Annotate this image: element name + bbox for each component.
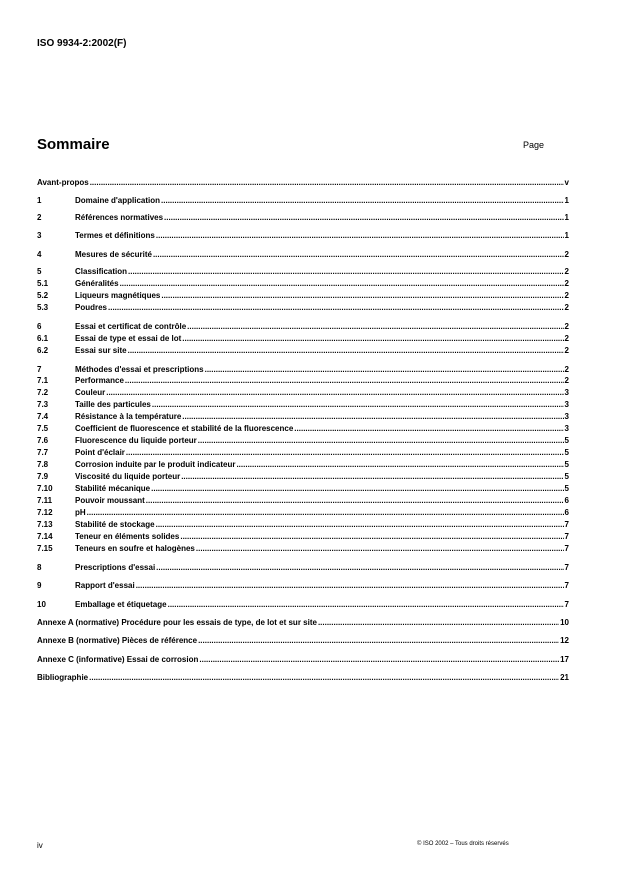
toc-entry-number: 5 [37, 267, 42, 276]
toc-entry[interactable] [37, 249, 569, 260]
toc-entry-number: 7.7 [37, 448, 49, 457]
toc-entry-number: 7.12 [37, 508, 53, 517]
toc-entry-page: 7 [564, 544, 569, 553]
toc-entry-page: 2 [564, 267, 569, 276]
dot-leader [182, 411, 563, 422]
dot-leader [182, 333, 563, 344]
toc-entry-number: 5.1 [37, 279, 49, 288]
toc-entry-page: 2 [564, 376, 569, 385]
dot-leader [199, 654, 559, 665]
toc-entry-title: Point d'éclair [75, 448, 125, 457]
toc-entry-number: 6.1 [37, 334, 49, 343]
page-number: iv [37, 841, 43, 850]
dot-leader [164, 212, 564, 223]
dot-leader [318, 617, 559, 628]
toc-entry-number: 7.6 [37, 436, 49, 445]
toc-entry-number: 7.3 [37, 400, 49, 409]
toc-entry[interactable] [37, 507, 569, 518]
dot-leader [205, 364, 564, 375]
toc-entry[interactable] [37, 562, 569, 573]
toc-entry-page: 2 [564, 322, 569, 331]
toc-entry-page: 1 [564, 213, 569, 222]
toc-entry-title: Couleur [75, 388, 106, 397]
toc-entry-number: 4 [37, 250, 42, 259]
toc-entry-title: Prescriptions d'essai [75, 563, 156, 572]
dot-leader [125, 375, 564, 386]
toc-entry-title: Classification [75, 267, 128, 276]
toc-entry[interactable] [37, 195, 569, 206]
toc-entry[interactable] [37, 302, 569, 313]
toc-entry-title: Essai et certificat de contrôle [75, 322, 187, 331]
toc-entry-page: 3 [564, 412, 569, 421]
dot-leader [161, 290, 563, 301]
toc-entry-number: 8 [37, 563, 42, 572]
toc-entry-page: 7 [564, 581, 569, 590]
toc-entry[interactable] [37, 266, 569, 277]
toc-entry[interactable] [37, 599, 569, 610]
dot-leader [108, 302, 564, 313]
toc-entry-number: 7.15 [37, 544, 53, 553]
toc-entry[interactable] [37, 321, 569, 332]
toc-entry[interactable] [37, 495, 569, 506]
toc-entry[interactable] [37, 447, 569, 458]
toc-entry[interactable] [37, 459, 569, 470]
dot-leader [181, 471, 563, 482]
toc-entry-number: 7.10 [37, 484, 53, 493]
dot-leader [151, 483, 563, 494]
toc-entry-title: Stabilité mécanique [75, 484, 151, 493]
toc-entry-number: 6.2 [37, 346, 49, 355]
dot-leader [196, 543, 564, 554]
toc-entry-page: 6 [564, 496, 569, 505]
toc-entry-number: 2 [37, 213, 42, 222]
toc-entry-page: 3 [564, 388, 569, 397]
toc-entry[interactable] [37, 399, 569, 410]
page-column-label: Page [523, 140, 545, 150]
toc-entry[interactable] [37, 423, 569, 434]
dot-leader [126, 447, 564, 458]
dot-leader [90, 177, 564, 188]
dot-leader [136, 580, 564, 591]
toc-entry[interactable] [37, 519, 569, 530]
dot-leader [156, 519, 564, 530]
toc-entry-page: 2 [564, 279, 569, 288]
dot-leader [128, 266, 564, 277]
toc-entry-title: Annexe C (informative) Essai de corrosion [37, 655, 199, 664]
dot-leader [198, 635, 559, 646]
toc-entry-page: 7 [564, 520, 569, 529]
toc-entry-title: Références normatives [75, 213, 164, 222]
toc-entry[interactable] [37, 672, 569, 683]
toc-entry[interactable] [37, 654, 569, 665]
toc-entry[interactable] [37, 345, 569, 356]
toc-entry-page: v [564, 178, 569, 187]
dot-leader [180, 531, 563, 542]
toc-entry-title: Coefficient de fluorescence et stabilité de la fluorescence [75, 424, 294, 433]
toc-entry-title: Pouvoir moussant [75, 496, 145, 505]
toc-entry-page: 17 [560, 655, 569, 664]
toc-entry-title: Rapport d'essai [75, 581, 135, 590]
toc-entry-number: 9 [37, 581, 42, 590]
toc-entry-number: 7.11 [37, 496, 53, 505]
toc-entry-number: 7.8 [37, 460, 49, 469]
dot-leader [120, 278, 564, 289]
toc-entry-number: 7.4 [37, 412, 49, 421]
dot-leader [198, 435, 564, 446]
toc-entry-title: Généralités [75, 279, 119, 288]
toc-entry[interactable] [37, 387, 569, 398]
toc-entry[interactable] [37, 411, 569, 422]
dot-leader [128, 345, 564, 356]
toc-entry-number: 10 [37, 600, 46, 609]
dot-leader [236, 459, 563, 470]
toc-entry-page: 5 [564, 436, 569, 445]
toc-entry-title: Viscosité du liquide porteur [75, 472, 181, 481]
toc-entry-page: 5 [564, 484, 569, 493]
toc-entry-title: Mesures de sécurité [75, 250, 152, 259]
dot-leader [187, 321, 563, 332]
toc-entry-page: 5 [564, 448, 569, 457]
toc-entry-title: Essai de type et essai de lot [75, 334, 182, 343]
toc-entry-title: Taille des particules [75, 400, 151, 409]
toc-entry-title: Stabilité de stockage [75, 520, 155, 529]
toc-entry-title: Corrosion induite par le produit indicateur [75, 460, 236, 469]
toc-entry-page: 21 [560, 673, 569, 682]
toc-entry-page: 5 [564, 472, 569, 481]
dot-leader [106, 387, 563, 398]
toc-entry-title: Teneur en éléments solides [75, 532, 180, 541]
copyright-notice: © ISO 2002 – Tous droits réservés [417, 841, 509, 847]
toc-entry-title: Bibliographie [37, 673, 89, 682]
toc-entry-number: 3 [37, 231, 42, 240]
toc-entry-number: 7 [37, 365, 42, 374]
toc-entry-title: Domaine d'application [75, 196, 161, 205]
toc-entry-page: 10 [560, 618, 569, 627]
toc-entry-page: 2 [564, 346, 569, 355]
toc-entry-title: Méthodes d'essai et prescriptions [75, 365, 204, 374]
toc-entry-page: 3 [564, 400, 569, 409]
toc-entry-page: 2 [564, 334, 569, 343]
toc-entry[interactable] [37, 278, 569, 289]
toc-entry-title: Poudres [75, 303, 108, 312]
toc-entry-number: 6 [37, 322, 42, 331]
toc-entry[interactable] [37, 617, 569, 628]
toc-entry-page: 7 [564, 532, 569, 541]
document-code: ISO 9934-2:2002(F) [37, 38, 127, 49]
toc-entry-number: 7.1 [37, 376, 49, 385]
toc-entry-number: 1 [37, 196, 42, 205]
toc-entry-page: 7 [564, 600, 569, 609]
toc-entry[interactable] [37, 212, 569, 223]
toc-entry-number: 7.9 [37, 472, 49, 481]
toc-entry-title: Annexe A (normative) Procédure pour les essais de type, de lot et sur site [37, 618, 317, 627]
toc-entry-page: 1 [564, 196, 569, 205]
toc-entry-page: 7 [564, 563, 569, 572]
toc-entry[interactable] [37, 471, 569, 482]
dot-leader [152, 399, 564, 410]
dot-leader [156, 230, 564, 241]
toc-entry-title: Performance [75, 376, 124, 385]
toc-entry[interactable] [37, 375, 569, 386]
dot-leader [87, 507, 564, 518]
dot-leader [161, 195, 564, 206]
toc-entry[interactable] [37, 364, 569, 375]
toc-entry-title: Avant-propos [37, 178, 89, 187]
toc-entry-page: 3 [564, 424, 569, 433]
dot-leader [168, 599, 564, 610]
toc-entry-title: Résistance à la température [75, 412, 182, 421]
toc-entry-page: 12 [560, 636, 569, 645]
toc-entry-title: Annexe B (normative) Pièces de référence [37, 636, 198, 645]
toc-entry-page: 1 [564, 231, 569, 240]
toc-entry[interactable] [37, 435, 569, 446]
toc-entry[interactable] [37, 290, 569, 301]
toc-entry[interactable] [37, 531, 569, 542]
toc-entry-title: Termes et définitions [75, 231, 155, 240]
toc-entry-title: Essai sur site [75, 346, 127, 355]
toc-entry-number: 7.5 [37, 424, 49, 433]
toc-title: Sommaire [37, 136, 110, 153]
toc-entry-number: 5.3 [37, 303, 49, 312]
dot-leader [153, 249, 564, 260]
toc-entry-page: 2 [564, 291, 569, 300]
toc-entry-page: 6 [564, 508, 569, 517]
toc-entry-number: 7.2 [37, 388, 49, 397]
toc-entry-page: 2 [564, 250, 569, 259]
toc-entry-page: 5 [564, 460, 569, 469]
toc-entry-number: 5.2 [37, 291, 49, 300]
toc-entry-page: 2 [564, 365, 569, 374]
toc-entry[interactable] [37, 230, 569, 241]
toc-entry[interactable] [37, 580, 569, 591]
toc-entry-number: 7.14 [37, 532, 53, 541]
toc-entry-title: Liqueurs magnétiques [75, 291, 161, 300]
toc-entry[interactable] [37, 635, 569, 646]
toc-entry-title: Teneurs en soufre et halogènes [75, 544, 195, 553]
dot-leader [156, 562, 563, 573]
toc-entry-page: 2 [564, 303, 569, 312]
toc-entry[interactable] [37, 333, 569, 344]
toc-entry-number: 7.13 [37, 520, 53, 529]
toc-entry-title: Fluorescence du liquide porteur [75, 436, 197, 445]
toc-entry[interactable] [37, 483, 569, 494]
toc-entry-title: Emballage et étiquetage [75, 600, 167, 609]
toc-entry[interactable] [37, 177, 569, 188]
dot-leader [89, 672, 559, 683]
toc-entry-title: pH [75, 508, 86, 517]
toc-entry[interactable] [37, 543, 569, 554]
dot-leader [294, 423, 563, 434]
dot-leader [146, 495, 564, 506]
